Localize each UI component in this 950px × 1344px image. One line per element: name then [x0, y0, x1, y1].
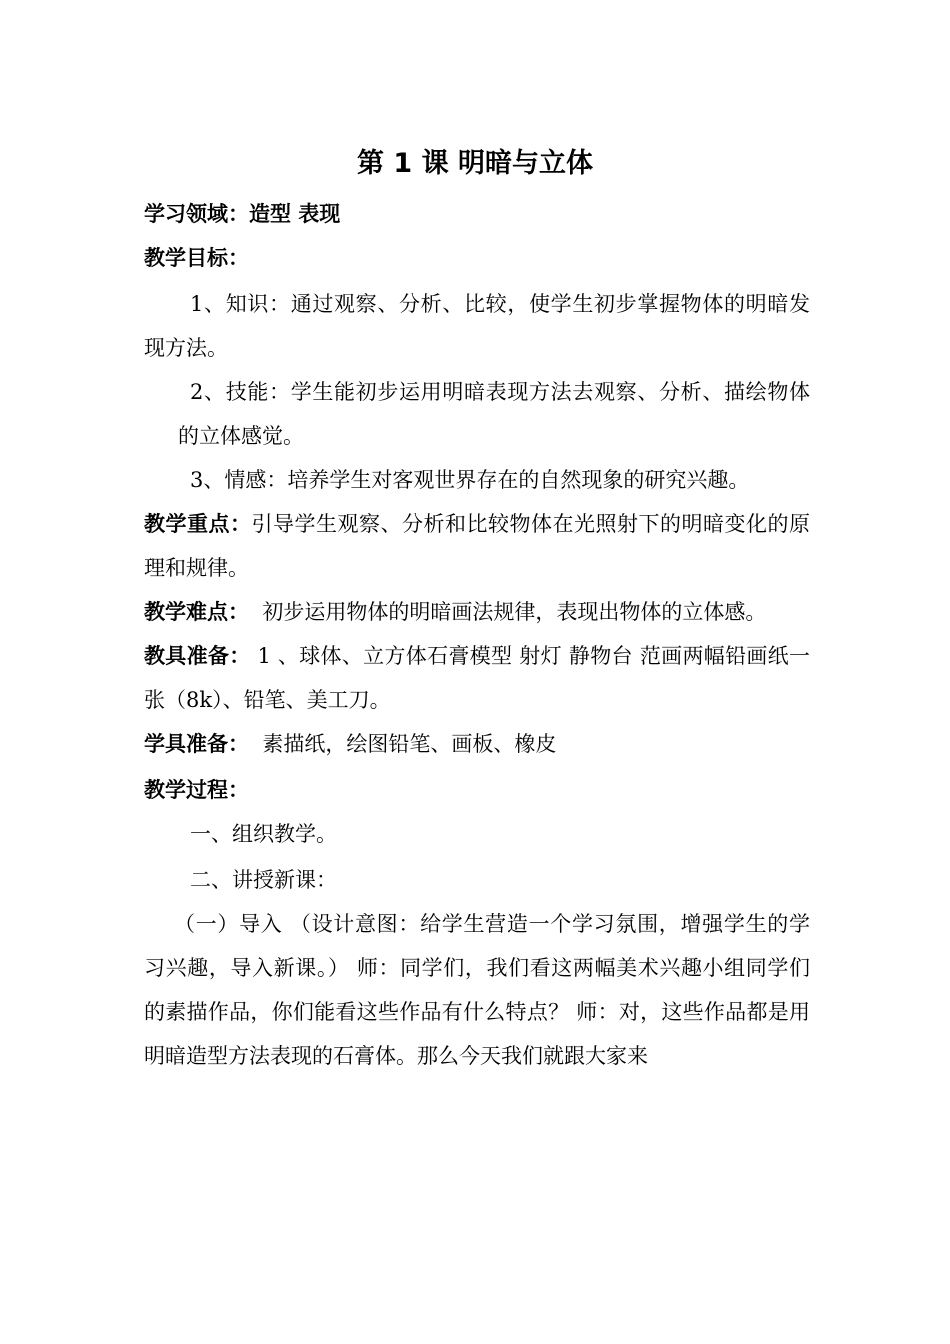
objective-item-1: 1、知识：通过观察、分析、比较，使学生初步掌握物体的明暗发现方法。	[144, 292, 810, 360]
objective-item-3: 3、情感：培养学生对客观世界存在的自然现象的研究兴趣。	[190, 468, 750, 492]
student-prep	[144, 722, 814, 766]
process-intro: （一）导入 （设计意图：给学生营造一个学习氛围，增强学生的学习兴趣，导入新课。） 师：同学们，我们看这两幅美术兴趣小组同学们的素描作品，你们能看这些作品有什么特点？ 师：对，这些作品都是用明暗造型方法表现的石膏体。那么今天我们就跟大家来	[144, 912, 810, 1068]
difficulty-value: 初步运用物体的明暗画法规律，表现出物体的立体感。	[249, 600, 767, 624]
learning-field-value: 造型 表现	[249, 202, 341, 226]
learning-field	[144, 192, 814, 236]
lesson-title: 第 1 课 明暗与立体	[357, 148, 593, 179]
teacher-prep	[144, 634, 810, 722]
difficulty-label: 教学难点：	[144, 600, 249, 624]
key-point	[144, 502, 810, 590]
key-point-value: 引导学生观察、分析和比较物体在光照射下的明暗变化的原理和规律。	[144, 512, 810, 580]
difficulty	[144, 590, 814, 634]
process-step-1: 一、组织教学。	[190, 822, 337, 846]
process-step-2: 二、讲授新课：	[190, 868, 337, 892]
student-prep-label: 学具准备：	[144, 732, 249, 756]
process-heading: 教学过程：	[144, 778, 249, 802]
objective-item-2	[178, 370, 810, 458]
teacher-prep-value: 1 、球体、立方体石膏模型 射灯 静物台 范画两幅铅画纸一张（8k）、铅笔、美工刀。	[144, 644, 810, 712]
teacher-prep-label: 教具准备：	[144, 644, 251, 668]
objectives-heading: 教学目标：	[144, 246, 249, 270]
key-point-label: 教学重点：	[144, 512, 252, 536]
student-prep-value: 素描纸，绘图铅笔、画板、橡皮	[249, 732, 557, 756]
learning-field-label: 学习领域：	[144, 202, 249, 226]
objective-item-2-text: 2、技能：学生能初步运用明暗表现方法去观察、分析、描绘物体的立体感觉。	[178, 380, 810, 448]
